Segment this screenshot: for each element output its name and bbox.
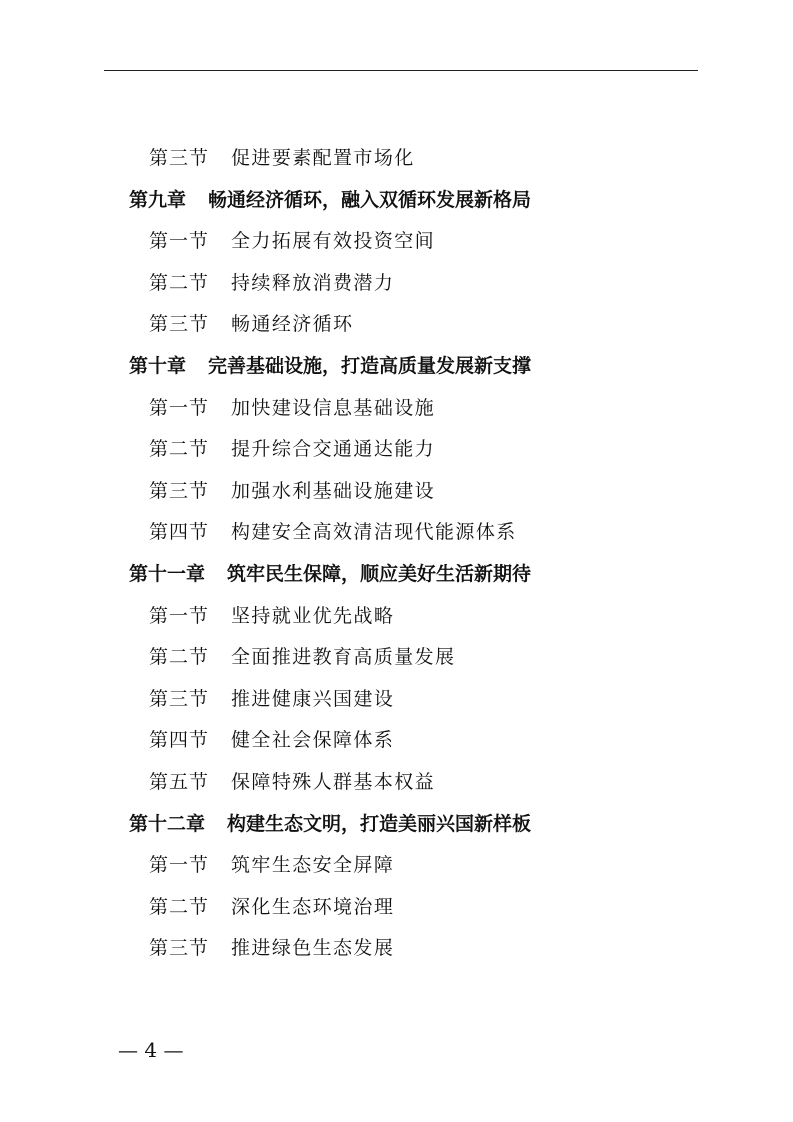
section-number: 第一节 bbox=[149, 604, 210, 627]
section-title: 构建安全高效清洁现代能源体系 bbox=[231, 521, 517, 544]
chapter-number: 第十章 bbox=[129, 354, 187, 377]
toc-section-entry bbox=[0, 596, 793, 638]
section-number: 第五节 bbox=[149, 770, 210, 793]
section-title: 畅通经济循环 bbox=[231, 313, 354, 336]
section-number: 第三节 bbox=[149, 937, 210, 960]
section-title: 提升综合交通通达能力 bbox=[231, 438, 436, 461]
toc-section-entry bbox=[0, 388, 793, 430]
section-number: 第一节 bbox=[149, 396, 210, 419]
section-title: 推进绿色生态发展 bbox=[231, 937, 395, 960]
section-title: 坚持就业优先战略 bbox=[231, 604, 395, 627]
header-rule bbox=[104, 70, 698, 71]
section-number: 第三节 bbox=[149, 313, 210, 336]
section-title: 持续释放消费潜力 bbox=[231, 271, 395, 294]
section-title: 促进要素配置市场化 bbox=[231, 147, 415, 169]
section-title: 加强水利基础设施建设 bbox=[231, 479, 436, 502]
chapter-title: 畅通经济循环，融入双循环发展新格局 bbox=[208, 188, 532, 211]
section-number: 第三节 bbox=[149, 147, 210, 169]
section-title: 深化生态环境治理 bbox=[231, 895, 395, 918]
chapter-title: 完善基础设施，打造高质量发展新支撑 bbox=[208, 354, 532, 377]
toc-section-entry bbox=[0, 679, 793, 721]
toc-section-entry bbox=[0, 304, 793, 346]
toc-section-entry bbox=[0, 720, 793, 762]
section-number: 第二节 bbox=[149, 438, 210, 461]
chapter-number: 第十二章 bbox=[129, 812, 206, 835]
toc-section-entry bbox=[0, 263, 793, 305]
toc-section-entry bbox=[0, 845, 793, 887]
section-number: 第二节 bbox=[149, 271, 210, 294]
section-number: 第二节 bbox=[149, 646, 210, 669]
section-number: 第四节 bbox=[149, 729, 210, 752]
section-number: 第三节 bbox=[149, 479, 210, 502]
toc-section-entry bbox=[0, 429, 793, 471]
section-title: 筑牢生态安全屏障 bbox=[231, 854, 395, 877]
section-title: 全面推进教育高质量发展 bbox=[231, 646, 456, 669]
section-number: 第一节 bbox=[149, 854, 210, 877]
chapter-title: 筑牢民生保障，顺应美好生活新期待 bbox=[227, 562, 532, 585]
section-number: 第二节 bbox=[149, 895, 210, 918]
toc-section-entry bbox=[0, 637, 793, 679]
toc-chapter-entry bbox=[0, 180, 793, 222]
section-number: 第一节 bbox=[149, 230, 210, 253]
toc-section-entry bbox=[0, 221, 793, 263]
section-number: 第三节 bbox=[149, 687, 210, 710]
toc-section-entry bbox=[0, 471, 793, 513]
page-number: — 4 — bbox=[118, 1038, 184, 1062]
toc-section-entry bbox=[0, 512, 793, 554]
section-title: 健全社会保障体系 bbox=[231, 729, 395, 752]
chapter-title: 构建生态文明，打造美丽兴国新样板 bbox=[227, 812, 532, 835]
section-title: 保障特殊人群基本权益 bbox=[231, 770, 436, 793]
section-title: 全力拓展有效投资空间 bbox=[231, 230, 436, 253]
section-title: 加快建设信息基础设施 bbox=[231, 396, 436, 419]
section-title: 推进健康兴国建设 bbox=[231, 687, 395, 710]
toc-section-entry bbox=[0, 887, 793, 929]
toc-section-entry bbox=[0, 762, 793, 804]
toc-chapter-entry bbox=[0, 346, 793, 388]
chapter-number: 第九章 bbox=[129, 188, 187, 211]
chapter-number: 第十一章 bbox=[129, 562, 206, 585]
toc-section-entry bbox=[0, 138, 793, 180]
toc-chapter-entry bbox=[0, 804, 793, 846]
section-number: 第四节 bbox=[149, 521, 210, 544]
toc-chapter-entry bbox=[0, 554, 793, 596]
toc-section-entry bbox=[0, 928, 793, 970]
table-of-contents bbox=[0, 138, 793, 970]
